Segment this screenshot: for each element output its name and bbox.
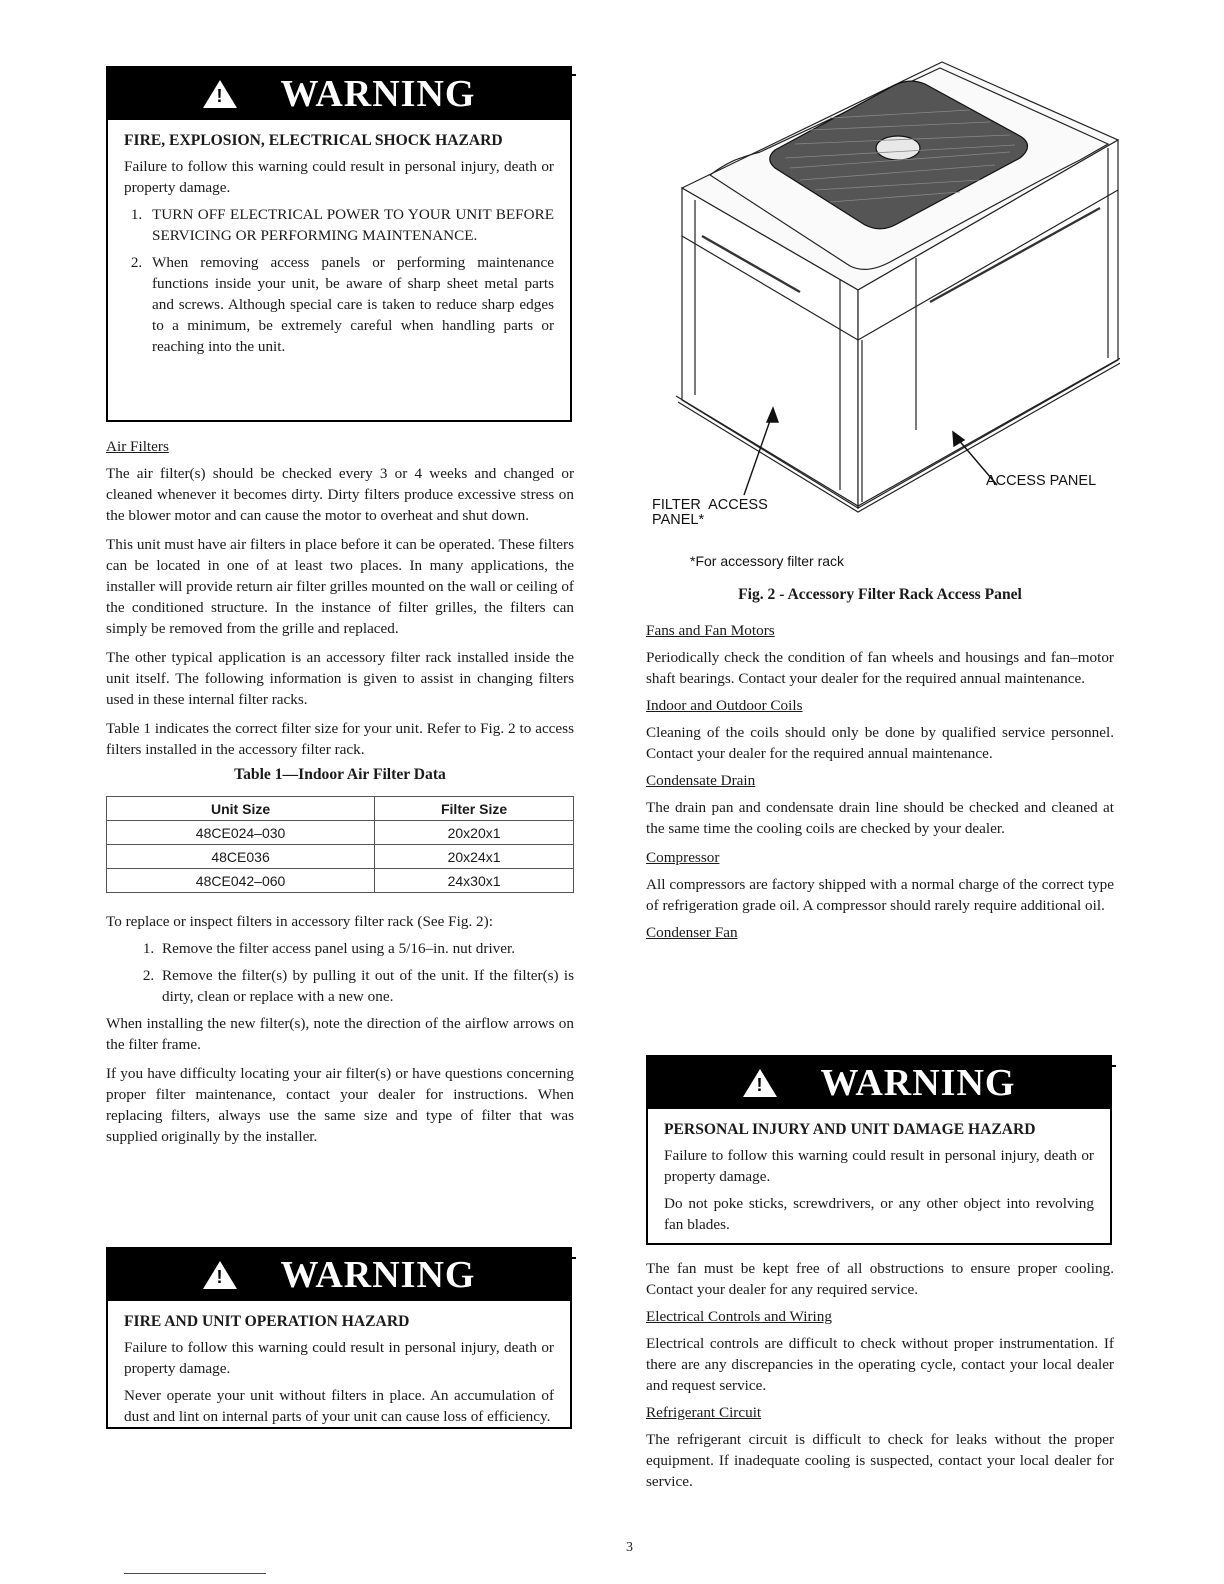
table-row bbox=[107, 821, 574, 845]
warning-title: WARNING bbox=[820, 1062, 1016, 1104]
warning-intro: Failure to follow this warning could result in personal injury, death or property damage. bbox=[664, 1147, 1094, 1185]
paragraph: Table 1 indicates the correct filter size for your unit. Refer to Fig. 2 to access filters installed in the accessory filter rack. bbox=[106, 720, 574, 758]
warning-intro: Failure to follow this warning could result in personal injury, death or property damage. bbox=[124, 1339, 554, 1377]
warning-text: Do not poke sticks, screwdrivers, or any other object into revolving fan blades. bbox=[664, 1195, 1094, 1233]
table-cell: 48CE024–030 bbox=[107, 821, 375, 845]
table-header-row bbox=[107, 797, 574, 821]
hazard-title: FIRE, EXPLOSION, ELECTRICAL SHOCK HAZARD bbox=[124, 132, 503, 149]
page-number: 3 bbox=[626, 1540, 633, 1555]
section-heading: Condenser Fan bbox=[646, 924, 738, 941]
maintenance-sections bbox=[646, 620, 1114, 943]
corner-mark bbox=[572, 1257, 576, 1259]
paragraph: Electrical controls are difficult to check without proper instrumentation. If there are any discrepancies in the operating cycle, contact your local dealer and request service. bbox=[646, 1335, 1114, 1394]
column-header: Filter Size bbox=[375, 797, 574, 821]
paragraph: The refrigerant circuit is difficult to check for leaks without the proper equipment. If inadequate cooling is suspected, contact your local dealer for service. bbox=[646, 1431, 1114, 1490]
warning-title: WARNING bbox=[280, 73, 476, 115]
warning-list bbox=[124, 204, 554, 357]
warning-box-fan bbox=[646, 1055, 1112, 1245]
figure-caption: Fig. 2 - Accessory Filter Rack Access Panel bbox=[738, 586, 1022, 603]
access-panel-label: ACCESS PANEL bbox=[986, 473, 1097, 489]
corner-mark bbox=[572, 74, 576, 76]
table-cell: 48CE042–060 bbox=[107, 869, 375, 893]
figure-footnote: *For accessory filter rack bbox=[690, 553, 845, 569]
paragraph: Periodically check the condition of fan wheels and housings and fan–motor shaft bearings. Contact your dealer for the required annual maintenance. bbox=[646, 649, 1114, 687]
warning-header bbox=[108, 68, 570, 120]
air-filters-section bbox=[106, 436, 574, 1147]
warning-box-electrical bbox=[106, 66, 572, 422]
warning-text: Never operate your unit without filters in place. An accumulation of dust and lint on internal parts of your unit can cause loss of efficiency. bbox=[124, 1387, 554, 1425]
warning-title: WARNING bbox=[280, 1254, 476, 1296]
table-cell: 48CE036 bbox=[107, 845, 375, 869]
warning-triangle-icon: ! bbox=[203, 80, 237, 108]
corner-mark bbox=[1112, 1065, 1116, 1067]
section-heading: Refrigerant Circuit bbox=[646, 1404, 762, 1421]
table-cell: 20x20x1 bbox=[375, 821, 574, 845]
warning-triangle-icon: ! bbox=[203, 1261, 237, 1289]
table-cell: 20x24x1 bbox=[375, 845, 574, 869]
warning-item: 1. TURN OFF ELECTRICAL POWER TO YOUR UNIT BEFORE SERVICING OR PERFORMING MAINTENANCE. bbox=[146, 204, 554, 246]
section-heading: Fans and Fan Motors bbox=[646, 622, 775, 639]
paragraph: The drain pan and condensate drain line should be checked and cleaned at the same time the cooling coils are checked by your dealer. bbox=[646, 799, 1114, 837]
paragraph: Cleaning of the coils should only be done by qualified service personnel. Contact your dealer for the required annual maintenance. bbox=[646, 724, 1114, 762]
filter-table bbox=[106, 796, 574, 893]
warning-triangle-icon: ! bbox=[743, 1069, 777, 1097]
hazard-title: PERSONAL INJURY AND UNIT DAMAGE HAZARD bbox=[664, 1121, 1036, 1138]
table-row bbox=[107, 845, 574, 869]
label-line: PANEL* bbox=[652, 512, 705, 528]
step-item: 2. Remove the filter(s) by pulling it out of the unit. If the filter(s) is dirty, clean or replace with a new one. bbox=[158, 965, 574, 1007]
paragraph: The air filter(s) should be checked every 3 or 4 weeks and changed or cleaned whenever it becomes dirty. Dirty filters produce excessive stress on the blower motor and can cause the motor to overheat and shut down. bbox=[106, 465, 574, 524]
paragraph: The fan must be kept free of all obstructions to ensure proper cooling. Contact your dealer for any required service. bbox=[646, 1260, 1114, 1298]
warning-box-filters bbox=[106, 1247, 572, 1429]
footer-link-line bbox=[124, 1573, 266, 1574]
paragraph: To replace or inspect filters in accessory filter rack (See Fig. 2): bbox=[106, 913, 493, 930]
warning-header bbox=[648, 1057, 1110, 1109]
section-heading: Electrical Controls and Wiring bbox=[646, 1308, 832, 1325]
post-warning-sections bbox=[646, 1258, 1114, 1492]
column-header: Unit Size bbox=[107, 797, 375, 821]
section-heading: Indoor and Outdoor Coils bbox=[646, 697, 803, 714]
unit-illustration bbox=[640, 40, 1120, 530]
section-heading: Air Filters bbox=[106, 438, 169, 455]
warning-item: 2. When removing access panels or performing maintenance functions inside your unit, be aware of sharp sheet metal parts and screws. Although special care is taken to reduce sharp edges to a minimum, be extremely careful when handling parts or reaching into the unit. bbox=[146, 252, 554, 357]
paragraph: When installing the new filter(s), note the direction of the airflow arrows on the filter frame. bbox=[106, 1015, 574, 1053]
hazard-title: FIRE AND UNIT OPERATION HAZARD bbox=[124, 1313, 410, 1330]
table-cell: 24x30x1 bbox=[375, 869, 574, 893]
filter-access-panel-label bbox=[652, 498, 768, 528]
paragraph: If you have difficulty locating your air filter(s) or have questions concerning proper filter maintenance, contact your dealer for instructions. When replacing filters, always use the same size and type of filter that was supplied originally by the installer. bbox=[106, 1065, 574, 1145]
label-line: FILTER ACCESS bbox=[652, 497, 768, 513]
steps-list bbox=[106, 938, 574, 1007]
rooftop-unit-drawing bbox=[640, 40, 1120, 530]
table-row bbox=[107, 869, 574, 893]
warning-header bbox=[108, 1249, 570, 1301]
section-heading: Condensate Drain bbox=[646, 772, 756, 789]
paragraph: This unit must have air filters in place before it can be operated. These filters can be located in one of at least two places. In many applications, the installer will provide return air filter grilles mounted on the wall or ceiling of the conditioned structure. In the instance of filter grilles, the filters can simply be removed from the grille and replaced. bbox=[106, 536, 574, 637]
paragraph: All compressors are factory shipped with a normal charge of the correct type of refrigeration grade oil. A compressor should rarely require additional oil. bbox=[646, 876, 1114, 914]
step-item: 1. Remove the filter access panel using a 5/16–in. nut driver. bbox=[158, 938, 574, 959]
paragraph: The other typical application is an accessory filter rack installed inside the unit itself. The following information is given to assist in changing filters used in these internal filter racks. bbox=[106, 649, 574, 708]
table-caption: Table 1—Indoor Air Filter Data bbox=[234, 766, 446, 783]
section-heading: Compressor bbox=[646, 849, 720, 866]
warning-intro: Failure to follow this warning could result in personal injury, death or property damage. bbox=[124, 158, 554, 196]
